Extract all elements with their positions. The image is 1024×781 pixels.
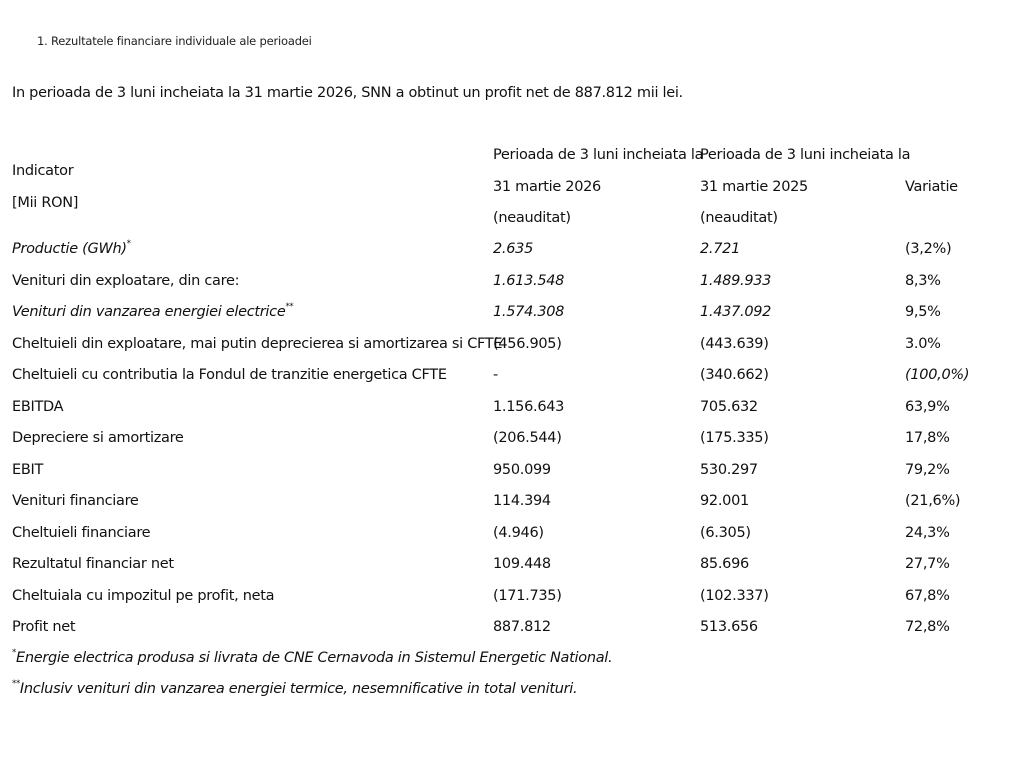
- row-indicator: EBITDA: [12, 398, 64, 415]
- table-row: [12, 455, 1012, 487]
- row-variation: 79,2%: [905, 461, 950, 478]
- row-value-2026: (4.946): [493, 524, 544, 541]
- row-indicator: Cheltuiala cu impozitul pe profit, neta: [12, 587, 275, 604]
- footnote-1-text: Energie electrica produsa si livrata de CNE Cernavoda in Sistemul Energetic National.: [15, 650, 613, 666]
- row-variation: (100,0%): [905, 367, 970, 383]
- row-indicator: EBIT: [12, 461, 44, 478]
- row-value-2025: 513.656: [700, 619, 758, 635]
- row-indicator: Venituri financiare: [12, 493, 139, 509]
- row-value-2026: (171.735): [493, 587, 562, 604]
- row-indicator: Cheltuieli financiare: [12, 524, 151, 541]
- row-value-2025: 85.696: [700, 556, 749, 572]
- row-variation: 67,8%: [905, 587, 950, 604]
- row-variation: (21,6%): [905, 493, 961, 509]
- table-row: [12, 423, 1012, 455]
- row-indicator: Venituri din exploatare, din care:: [12, 272, 240, 289]
- financial-results-table: [12, 140, 1012, 644]
- table-header: [12, 140, 1012, 234]
- row-variation: 8,3%: [905, 272, 941, 289]
- row-variation: 9,5%: [905, 304, 941, 320]
- header-variation: Variatie: [905, 178, 958, 195]
- table-row: [12, 266, 1012, 298]
- row-value-2025: 92.001: [700, 493, 749, 509]
- row-value-2026: 109.448: [493, 556, 551, 572]
- row-variation: (3,2%): [905, 241, 952, 257]
- table-row: [12, 612, 1012, 644]
- row-value-2025: (443.639): [700, 335, 769, 352]
- row-value-2026: 2.635: [493, 241, 534, 257]
- row-value-2025: 2.721: [700, 241, 741, 257]
- row-variation: 17,8%: [905, 430, 950, 446]
- footnote-mark: *: [126, 239, 131, 249]
- row-variation: 3.0%: [905, 335, 941, 352]
- table-row: [12, 329, 1012, 361]
- header-indicator-unit: [Mii RON]: [12, 195, 79, 211]
- row-value-2026: (206.544): [493, 430, 562, 446]
- footnote-2-text: Inclusiv venituri din vanzarea energiei termice, nesemnificative in total venituri.: [19, 681, 578, 697]
- row-indicator: Productie (GWh)*: [12, 239, 131, 257]
- row-indicator: Venituri din vanzarea energiei electrice**: [12, 302, 294, 320]
- row-value-2026: 950.099: [493, 461, 551, 478]
- row-variation: 24,3%: [905, 524, 950, 541]
- row-value-2025: (340.662): [700, 367, 769, 383]
- section-title: 1. Rezultatele financiare individuale ale perioadei: [37, 34, 312, 48]
- row-variation: 63,9%: [905, 398, 950, 415]
- row-indicator: Profit net: [12, 619, 76, 635]
- row-value-2026: 1.613.548: [493, 272, 565, 289]
- table-row: [12, 518, 1012, 550]
- row-value-2026: (456.905): [493, 335, 562, 352]
- row-value-2026: 1.574.308: [493, 304, 565, 320]
- row-indicator: Cheltuieli din exploatare, mai putin deprecierea si amortizarea si CFTE: [12, 335, 503, 352]
- footnote-2: [12, 681, 577, 697]
- row-value-2026: -: [493, 367, 498, 383]
- row-indicator: Cheltuieli cu contributia la Fondul de tranzitie energetica CFTE: [12, 367, 447, 383]
- row-value-2025: (102.337): [700, 587, 769, 604]
- table-row: [12, 581, 1012, 613]
- footnote-2-mark: **: [12, 679, 20, 689]
- row-value-2026: 1.156.643: [493, 398, 565, 415]
- row-indicator: Depreciere si amortizare: [12, 430, 184, 446]
- footnote-1: [12, 650, 612, 666]
- row-indicator: Rezultatul financiar net: [12, 556, 174, 572]
- table-row: [12, 549, 1012, 581]
- header-period-2025-audit: (neauditat): [700, 210, 778, 226]
- table-row: [12, 486, 1012, 518]
- table-row: [12, 360, 1012, 392]
- table-row: [12, 297, 1012, 329]
- header-indicator-label: Indicator: [12, 163, 74, 179]
- row-value-2025: 1.437.092: [700, 304, 772, 320]
- table-row: [12, 392, 1012, 424]
- row-value-2026: 887.812: [493, 619, 551, 635]
- footnote-1-mark: *: [12, 648, 16, 658]
- row-variation: 72,8%: [905, 619, 950, 635]
- row-value-2025: (6.305): [700, 524, 751, 541]
- row-value-2025: 705.632: [700, 398, 758, 415]
- intro-paragraph: In perioada de 3 luni incheiata la 31 martie 2026, SNN a obtinut un profit net de 887.812 mii lei.: [12, 85, 683, 101]
- row-value-2025: 530.297: [700, 461, 758, 478]
- header-period-2026-audit: (neauditat): [493, 210, 571, 226]
- header-period-2025-line1: Perioada de 3 luni incheiata la: [700, 147, 911, 163]
- header-period-2025-date: 31 martie 2025: [700, 178, 808, 195]
- header-period-2026-line1: Perioada de 3 luni incheiata la: [493, 147, 704, 163]
- header-period-2026-date: 31 martie 2026: [493, 178, 601, 195]
- footnote-mark: **: [285, 302, 294, 312]
- row-value-2025: (175.335): [700, 430, 769, 446]
- row-value-2026: 114.394: [493, 493, 551, 509]
- table-row: [12, 234, 1012, 266]
- row-variation: 27,7%: [905, 556, 950, 572]
- row-value-2025: 1.489.933: [700, 272, 772, 289]
